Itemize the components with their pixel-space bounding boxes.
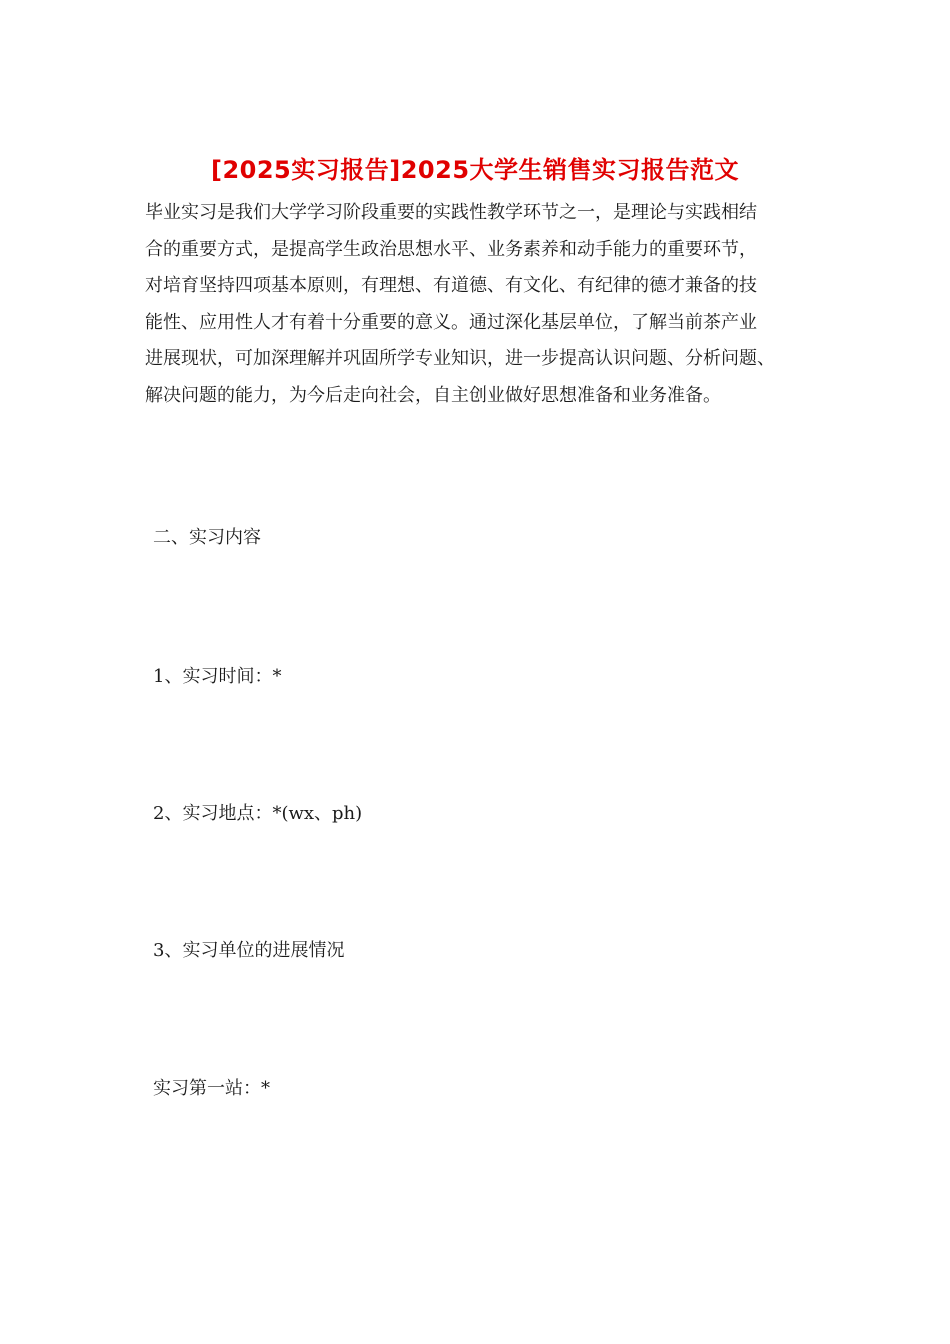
intro-line: 对培育坚持四项基本原则，有理想、有道德、有文化、有纪律的德才兼备的技: [145, 275, 757, 296]
internship-time-item: 1、实习时间：*: [153, 666, 282, 687]
intro-line: 进展现状，可加深理解并巩固所学专业知识，进一步提高认识问题、分析问题、: [145, 348, 775, 369]
section-heading: 二、实习内容: [153, 527, 261, 548]
intro-line: 合的重要方式，是提高学生政治思想水平、业务素养和动手能力的重要环节，: [145, 238, 757, 260]
intro-line: 能性、应用性人才有着十分重要的意义。通过深化基层单位，了解当前茶产业: [145, 311, 757, 333]
internship-location-item: 2、实习地点：*(wx、ph): [153, 803, 363, 824]
intro-paragraph: [145, 195, 825, 414]
intro-line: 解决问题的能力，为今后走向社会，自主创业做好思想准备和业务准备。: [145, 384, 721, 406]
first-station-item: 实习第一站：*: [153, 1078, 270, 1099]
document-title: [2025实习报告]2025大学生销售实习报告范文: [210, 156, 740, 184]
unit-progress-item: 3、实习单位的进展情况: [153, 940, 345, 961]
intro-line: 毕业实习是我们大学学习阶段重要的实践性教学环节之一，是理论与实践相结: [145, 202, 757, 223]
